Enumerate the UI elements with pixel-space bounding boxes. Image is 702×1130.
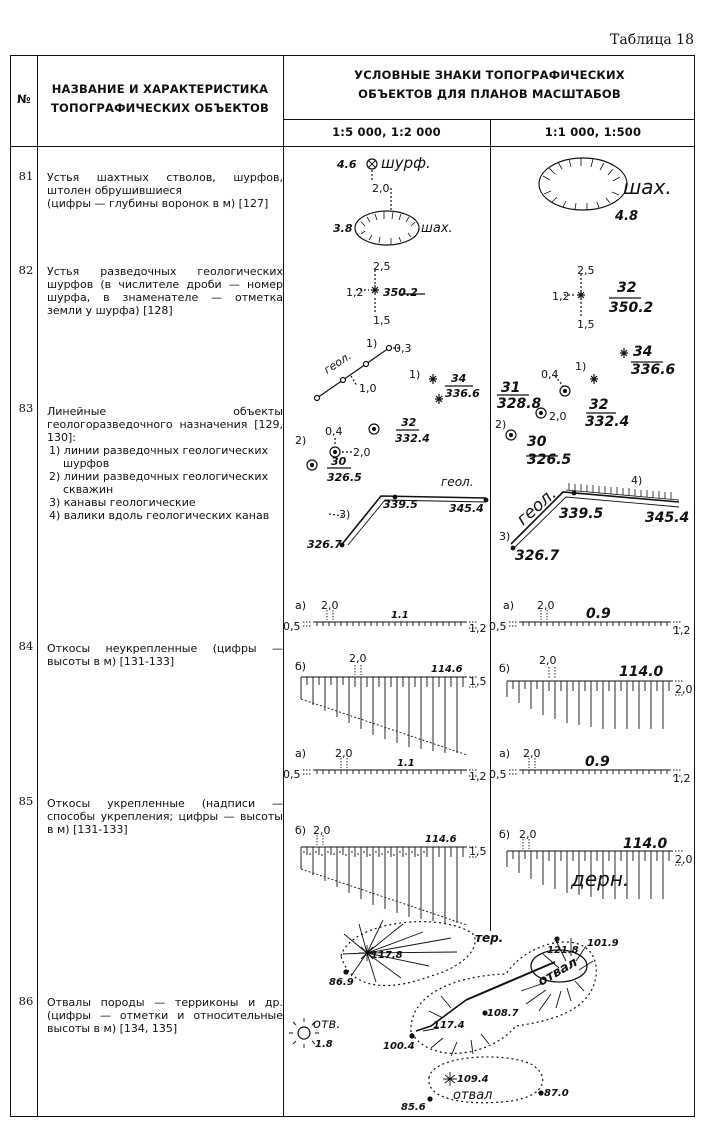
label-a-84-right: а) <box>503 599 515 612</box>
label-0-4-right: 0,4 <box>541 368 559 381</box>
symbols-drawing <box>11 56 694 1116</box>
label-ter: тер. <box>475 931 504 945</box>
label-b-85-right: б) <box>499 828 511 841</box>
label-1-5-left: 1,5 <box>373 314 391 327</box>
label-4-6: 4.6 <box>337 158 357 171</box>
label-b-84-right: б) <box>499 662 511 675</box>
label-3-8: 3.8 <box>333 222 353 235</box>
label-2-0-84b-rr: 2,0 <box>675 683 693 696</box>
label-336-right: 336.6 <box>631 362 676 378</box>
label-32-right-b: 32 <box>589 397 609 413</box>
label-0-5-85a: 0,5 <box>283 768 301 781</box>
label-a-85-left: а) <box>295 747 307 760</box>
label-0-9-84: 0.9 <box>586 606 611 622</box>
label-a-84-left: а) <box>295 599 307 612</box>
row-84-number: 84 <box>18 639 34 653</box>
label-1-0: 1,0 <box>359 382 377 395</box>
label-2-0-85b: 2,0 <box>313 824 331 837</box>
label-1-5-84b: 1,5 <box>469 675 487 688</box>
label-geol-trench: геол. <box>441 475 474 489</box>
label-1-2-84a: 1,2 <box>469 622 487 635</box>
label-a-85-right: а) <box>499 747 511 760</box>
header-no: № <box>16 92 32 106</box>
table-caption: Таблица 18 <box>610 32 694 48</box>
label-2-0-85a-r: 2,0 <box>523 747 541 760</box>
label-1-1-85: 1.1 <box>397 758 415 769</box>
label-30-right: 30 <box>527 434 547 450</box>
label-326-7-left: 326.7 <box>307 538 342 551</box>
label-32-right: 32 <box>617 280 637 296</box>
row-83-description: Линейные объекты геологоразведочного назначения [129, 130]: 1) линии разведочных геологических шурфов 2) линии разведочных геологических скважин 3) канавы геологические 4) валики вдоль геологических канав <box>47 405 283 522</box>
row-81-description: Устья шахтных стволов, шурфов, штолен обрушившиеся (цифры — глубины воронок в м) [127] <box>47 171 283 210</box>
label-0-5-84a-r: 0,5 <box>489 620 507 633</box>
label-otval-small: отвал <box>453 1088 493 1103</box>
label-2-left: 2) <box>295 434 307 447</box>
label-1-2-84a-r: 1,2 <box>673 624 691 637</box>
row-82-description: Устья разведочных геологических шурфов (в числителе дроби — номер шурфа, в знаменателе — отметка земли у шурфа) [128] <box>47 265 283 317</box>
label-0-5-85a-r: 0,5 <box>489 768 507 781</box>
label-3-left: 3) <box>339 508 351 521</box>
label-2-0-85b-rr: 2,0 <box>675 853 693 866</box>
label-339-right: 339.5 <box>559 506 604 522</box>
row-85-number: 85 <box>18 794 34 808</box>
label-30-left: 30 <box>331 455 347 468</box>
label-4-right: 4) <box>631 474 643 487</box>
label-2-0-84a: 2,0 <box>321 599 339 612</box>
row-81-number: 81 <box>18 169 34 183</box>
slope-reinforced-a-left <box>303 758 477 776</box>
label-2-5-left: 2,5 <box>373 260 391 273</box>
label-1-5-right: 1,5 <box>577 318 595 331</box>
label-34-left: 34 <box>451 372 467 385</box>
label-shakh-small: шах. <box>421 221 453 236</box>
label-326-7-right: 326.7 <box>515 548 560 564</box>
label-31: 31 <box>501 380 521 396</box>
label-100-4: 100.4 <box>383 1041 415 1052</box>
label-87-0: 87.0 <box>544 1088 569 1099</box>
label-117-8: 117.8 <box>371 950 403 961</box>
label-114-0-84: 114.0 <box>619 664 664 680</box>
label-117-4: 117.4 <box>433 1020 465 1031</box>
label-1-left: 1) <box>366 337 378 350</box>
slope-unreinforced-a-left <box>303 610 477 628</box>
label-121-8: 121.8 <box>547 945 579 956</box>
label-1-2-85a: 1,2 <box>469 770 487 783</box>
label-2-0-85b-r: 2,0 <box>519 828 537 841</box>
label-0-3: 0,3 <box>394 342 412 355</box>
label-32-left: 32 <box>401 416 417 429</box>
label-2-0-84b: 2,0 <box>349 652 367 665</box>
label-shurf: шурф. <box>381 154 431 172</box>
header-signs-line2: ОБЪЕКТОВ ДЛЯ ПЛАНОВ МАСШТАБОВ <box>358 87 621 101</box>
crater-small-icon <box>355 211 419 245</box>
row-86-number: 86 <box>18 994 34 1008</box>
label-114-0-85: 114.0 <box>623 836 668 852</box>
label-332-right: 332.4 <box>585 414 630 430</box>
header-scale-b: 1:1 000, 1:500 <box>544 125 642 139</box>
label-otval-main: отвал <box>535 954 581 990</box>
label-114-6-84: 114.6 <box>431 664 463 675</box>
label-otv: отв. <box>313 1017 341 1032</box>
label-1-8: 1.8 <box>315 1039 333 1050</box>
label-geol-right: геол. <box>512 484 561 530</box>
label-2-0-84b-r: 2,0 <box>539 654 557 667</box>
label-339-left: 339.5 <box>383 498 418 511</box>
label-34-right: 34 <box>633 344 653 360</box>
label-dern: дерн. <box>571 867 630 891</box>
label-4-8: 4.8 <box>615 209 639 224</box>
label-85-6: 85.6 <box>401 1102 426 1113</box>
label-2-5-right: 2,5 <box>577 264 595 277</box>
header-name-line1: НАЗВАНИЕ И ХАРАКТЕРИСТИКА <box>51 82 269 96</box>
label-336-left: 336.6 <box>445 387 480 400</box>
label-1-2-right: 1,2 <box>552 290 570 303</box>
symbols-table <box>10 55 695 1117</box>
label-101-9: 101.9 <box>587 938 619 949</box>
label-350-right: 350.2 <box>609 300 654 316</box>
row-82-number: 82 <box>18 263 34 277</box>
row-84-description: Откосы неукрепленные (цифры — высоты в м) [131-133] <box>47 642 283 668</box>
label-2-0-r83: 2,0 <box>353 446 371 459</box>
label-2-0-r81: 2,0 <box>372 182 390 195</box>
label-b-85-left: б) <box>295 824 307 837</box>
label-2-right: 2) <box>495 418 507 431</box>
label-326-5-right: 326.5 <box>527 452 572 468</box>
row-85-description: Откосы укрепленные (надписи — способы укрепления; цифры — высоты в м) [131-133] <box>47 797 283 836</box>
label-3-right: 3) <box>499 530 511 543</box>
label-1-5-85b: 1,5 <box>469 845 487 858</box>
label-0-9-85: 0.9 <box>585 754 610 770</box>
label-350-left: 350.2 <box>383 286 418 299</box>
label-326-5-left: 326.5 <box>327 471 362 484</box>
header-signs-line1: УСЛОВНЫЕ ЗНАКИ ТОПОГРАФИЧЕСКИХ <box>354 68 625 82</box>
label-332-left: 332.4 <box>395 432 430 445</box>
label-345-right: 345.4 <box>645 510 690 526</box>
label-shakh-large: шах. <box>623 175 672 199</box>
label-114-6-85: 114.6 <box>425 834 457 845</box>
label-1-2-85a-r: 1,2 <box>673 772 691 785</box>
label-b-84-left: б) <box>295 660 307 673</box>
label-328: 328.8 <box>497 396 542 412</box>
row-86-description: Отвалы породы — терриконы и др. (цифры — отметки и относительные высоты в м) [134, 135] <box>47 996 283 1035</box>
label-108-7: 108.7 <box>487 1008 519 1019</box>
slope-unreinforced-b-left <box>301 665 477 755</box>
label-1-2-left: 1,2 <box>346 286 364 299</box>
label-1-left-b: 1) <box>409 368 421 381</box>
sun-dump-icon <box>298 1027 310 1039</box>
label-1-1-84: 1.1 <box>391 610 409 621</box>
label-2-0-84a-r: 2,0 <box>537 599 555 612</box>
header-scale-a: 1:5 000, 1:2 000 <box>332 125 441 139</box>
label-345-left: 345.4 <box>449 502 484 515</box>
row-83-number: 83 <box>18 401 34 415</box>
slope-reinforced-b-left <box>301 835 477 925</box>
label-2-0-85a: 2,0 <box>335 747 353 760</box>
label-geol-left: геол. <box>321 349 354 377</box>
label-1-right: 1) <box>575 360 587 373</box>
label-2-0-right: 2,0 <box>549 410 567 423</box>
header-name-line2: ТОПОГРАФИЧЕСКИХ ОБЪЕКТОВ <box>51 101 269 115</box>
label-0-4-left: 0,4 <box>325 425 343 438</box>
label-86-9: 86.9 <box>329 977 354 988</box>
label-109-4: 109.4 <box>457 1074 489 1085</box>
label-0-5-84a: 0,5 <box>283 620 301 633</box>
